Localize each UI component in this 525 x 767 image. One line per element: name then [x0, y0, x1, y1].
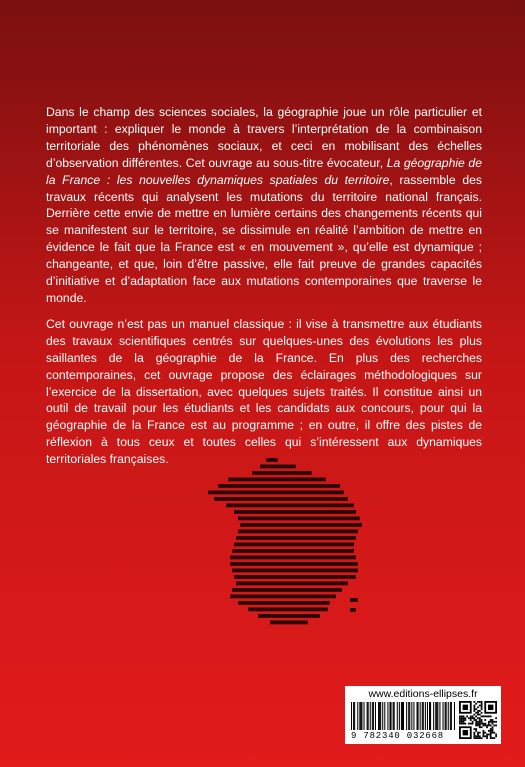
qr-module: [479, 721, 481, 723]
qr-module: [488, 723, 490, 725]
barcode-bar: [437, 702, 438, 730]
barcode-bar: [418, 702, 419, 730]
barcode-bar: [361, 702, 362, 730]
qr-module: [486, 734, 488, 736]
qr-finder: [488, 705, 493, 710]
map-stripe: [214, 497, 348, 501]
qr-module: [477, 725, 479, 727]
qr-module: [463, 715, 465, 717]
qr-module: [473, 732, 475, 734]
barcode-bar: [435, 702, 436, 730]
qr-module: [481, 737, 483, 739]
qr-module: [475, 737, 477, 739]
barcode-bar: [353, 702, 354, 730]
qr-module: [473, 735, 475, 737]
qr-module: [484, 732, 486, 734]
barcode-icon: [351, 702, 455, 730]
map-stripe: [230, 595, 336, 599]
map-stripe: [258, 614, 320, 618]
barcode-bar: [360, 702, 361, 730]
qr-module: [481, 712, 483, 714]
qr-module: [464, 717, 466, 719]
barcode-bar: [373, 702, 374, 730]
qr-module: [475, 730, 477, 732]
qr-module: [490, 719, 492, 721]
qr-module: [479, 714, 481, 716]
barcode-bar: [379, 702, 380, 730]
qr-module: [459, 723, 461, 725]
qr-module: [472, 717, 474, 719]
qr-module: [475, 715, 477, 717]
qr-module: [483, 715, 485, 717]
barcode-bar: [378, 702, 379, 730]
qr-module: [493, 725, 495, 727]
paragraph-intro: [46, 104, 482, 307]
paragraph-intro-lead: Dans le champ des sciences sociales, la géographie joue un rôle particulier et important : expliquer le monde à travers l’interprétation de la combinaison territoriale des phénomènes sociaux, et ceci en mobilisant des échelles d’observation différentes. Cet ouvrage au sous-titre évocateur,: [46, 105, 482, 170]
qr-module: [493, 721, 495, 723]
barcode-bar: [445, 702, 446, 730]
qr-module: [461, 717, 463, 719]
barcode-bar: [422, 702, 423, 730]
qr-module: [477, 701, 479, 703]
barcode-bar: [384, 702, 385, 730]
qr-code-icon: [459, 701, 497, 739]
map-stripe: [226, 504, 354, 508]
qr-module: [483, 725, 485, 727]
barcode-bar: [382, 702, 383, 730]
qr-module: [477, 710, 479, 712]
qr-module: [481, 706, 483, 708]
barcode-bar: [427, 702, 428, 730]
qr-module: [473, 706, 475, 708]
qr-module: [492, 719, 494, 721]
qr-module: [475, 723, 477, 725]
qr-module: [486, 715, 488, 717]
barcode-bar: [367, 702, 368, 730]
qr-module: [484, 719, 486, 721]
qr-module: [490, 728, 492, 730]
qr-module: [484, 715, 486, 717]
barcode-bar: [406, 702, 407, 730]
barcode-bar: [375, 702, 376, 730]
qr-module: [464, 723, 466, 725]
barcode-bar: [420, 702, 421, 730]
map-stripe: [208, 491, 344, 495]
qr-module: [472, 723, 474, 725]
qr-module: [483, 730, 485, 732]
qr-module: [473, 717, 475, 719]
barcode-bar: [372, 702, 373, 730]
qr-module: [481, 719, 483, 721]
barcode-bar: [359, 702, 360, 730]
qr-module: [484, 723, 486, 725]
qr-module: [486, 735, 488, 737]
barcode-bar: [399, 702, 400, 730]
barcode-bar: [417, 702, 418, 730]
qr-module: [495, 721, 497, 723]
qr-module: [486, 726, 488, 728]
qr-module: [473, 710, 475, 712]
barcode-bar: [394, 702, 395, 730]
qr-module: [481, 726, 483, 728]
barcode-bar: [391, 702, 392, 730]
qr-module: [475, 719, 477, 721]
map-stripe: [232, 569, 358, 573]
qr-module: [475, 735, 477, 737]
map-stripe: [234, 543, 354, 547]
map-stripe: [234, 575, 356, 579]
qr-module: [483, 735, 485, 737]
qr-module: [473, 719, 475, 721]
barcode-bar: [403, 702, 404, 730]
qr-module: [461, 721, 463, 723]
barcode-bar: [430, 702, 431, 730]
qr-module: [477, 712, 479, 714]
qr-module: [490, 730, 492, 732]
barcode-bar: [411, 702, 412, 730]
qr-module: [492, 730, 494, 732]
qr-module: [470, 717, 472, 719]
map-stripe: [238, 517, 360, 521]
qr-module: [473, 701, 475, 703]
qr-module: [461, 715, 463, 717]
barcode-bar: [408, 702, 409, 730]
qr-module: [468, 717, 470, 719]
qr-module: [479, 705, 481, 707]
qr-module: [490, 721, 492, 723]
qr-module: [470, 715, 472, 717]
qr-module: [459, 719, 461, 721]
map-stripe: [232, 549, 354, 553]
france-striped-map-icon: [208, 458, 368, 633]
qr-module: [466, 715, 468, 717]
map-stripe: [228, 478, 326, 482]
qr-module: [490, 737, 492, 739]
qr-finder: [463, 705, 468, 710]
qr-module: [473, 705, 475, 707]
barcode-bar: [454, 702, 455, 730]
qr-module: [490, 725, 492, 727]
back-cover-text: [46, 104, 482, 477]
barcode-bar: [354, 702, 355, 730]
qr-module: [481, 705, 483, 707]
qr-module: [479, 725, 481, 727]
barcode-bar: [357, 702, 358, 730]
qr-module: [479, 717, 481, 719]
barcode-bar: [448, 702, 449, 730]
map-stripe: [236, 582, 348, 586]
barcode-bar: [389, 702, 390, 730]
barcode-bar: [397, 702, 398, 730]
barcode-bar: [380, 702, 381, 730]
qr-module: [495, 717, 497, 719]
qr-module: [492, 737, 494, 739]
qr-module: [492, 732, 494, 734]
qr-module: [479, 726, 481, 728]
map-stripe: [266, 458, 278, 462]
qr-module: [486, 725, 488, 727]
qr-module: [477, 714, 479, 716]
qr-module: [468, 723, 470, 725]
qr-module: [472, 721, 474, 723]
qr-module: [481, 701, 483, 703]
qr-module: [483, 723, 485, 725]
barcode-bar: [429, 702, 430, 730]
book-subtitle-reference: La géographie de la France : les nouvelles dynamiques spatiales du territoire: [46, 155, 482, 187]
barcode-bar: [433, 702, 434, 730]
qr-module: [479, 719, 481, 721]
barcode-bar: [387, 702, 388, 730]
qr-module: [495, 735, 497, 737]
qr-module: [488, 734, 490, 736]
qr-module: [463, 721, 465, 723]
qr-module: [473, 728, 475, 730]
map-stripe: [240, 523, 362, 527]
barcode-bar: [370, 702, 371, 730]
barcode-bar: [402, 702, 403, 730]
qr-module: [492, 721, 494, 723]
map-stripe: [270, 621, 308, 625]
barcode-bar: [439, 702, 440, 730]
qr-module: [490, 735, 492, 737]
qr-module: [488, 721, 490, 723]
qr-module: [475, 728, 477, 730]
qr-module: [492, 723, 494, 725]
qr-module: [481, 721, 483, 723]
qr-module: [484, 725, 486, 727]
qr-module: [493, 737, 495, 739]
barcode-bar: [436, 702, 437, 730]
qr-module: [483, 734, 485, 736]
qr-module: [463, 723, 465, 725]
map-stripe: [234, 510, 356, 514]
map-stripe: [248, 608, 328, 612]
qr-module: [477, 723, 479, 725]
qr-module: [473, 708, 475, 710]
map-stripe: [260, 465, 296, 469]
paragraph-purpose: Cet ouvrage n’est pas un manuel classique : il vise à transmettre aux étudiants des travaux scientifiques centrés sur quelques-unes des évolutions les plus saillantes de la géographie de la France. En plus des recherches contemporaines, cet ouvrage propose des éclairages méthodologiques sur l’exercice de la dissertation, avec quelques sujets traités. Il constitue ainsi un outil de travail pour les étudiants et les candidats aux concours, pour qui la géographie de la France est au programme ; en outre, il offre des pistes de réflexion à tous ceux et toutes celles qui s’intéressent aux dynamiques territoriales françaises.: [46, 316, 482, 467]
barcode-bar: [423, 702, 424, 730]
qr-module: [477, 737, 479, 739]
qr-module: [475, 725, 477, 727]
barcode-bar: [363, 702, 364, 730]
qr-module: [459, 721, 461, 723]
qr-module: [459, 717, 461, 719]
barcode-bar: [446, 702, 447, 730]
qr-module: [473, 737, 475, 739]
barcode-bar: [450, 702, 451, 730]
qr-module: [477, 717, 479, 719]
barcode-bar: [351, 702, 352, 730]
qr-module: [479, 737, 481, 739]
barcode-bar: [413, 702, 414, 730]
qr-module: [475, 708, 477, 710]
map-stripe: [218, 484, 340, 488]
qr-module: [477, 706, 479, 708]
qr-module: [484, 735, 486, 737]
qr-module: [481, 715, 483, 717]
qr-module: [490, 734, 492, 736]
barcode-bar: [443, 702, 444, 730]
publisher-url: www.editions-ellipses.fr: [368, 688, 478, 700]
qr-module: [495, 734, 497, 736]
qr-module: [486, 737, 488, 739]
barcode-bar: [451, 702, 452, 730]
qr-module: [481, 703, 483, 705]
qr-module: [463, 719, 465, 721]
qr-module: [477, 732, 479, 734]
map-stripe: [236, 536, 356, 540]
qr-module: [477, 735, 479, 737]
barcode-bar: [401, 702, 402, 730]
corsica-stripe: [350, 608, 356, 612]
qr-module: [479, 723, 481, 725]
isbn-number: 9 782340 032668: [351, 731, 445, 741]
map-stripe: [232, 588, 342, 592]
qr-module: [477, 734, 479, 736]
qr-module: [461, 719, 463, 721]
qr-module: [493, 732, 495, 734]
qr-module: [461, 723, 463, 725]
barcode-bar: [393, 702, 394, 730]
qr-module: [475, 721, 477, 723]
map-stripe: [238, 601, 330, 605]
qr-module: [488, 725, 490, 727]
qr-module: [472, 715, 474, 717]
qr-module: [481, 723, 483, 725]
qr-module: [488, 730, 490, 732]
map-stripe: [230, 556, 356, 560]
barcode-bar: [368, 702, 369, 730]
map-stripe: [238, 530, 358, 534]
qr-module: [473, 714, 475, 716]
qr-module: [479, 701, 481, 703]
qr-module: [473, 734, 475, 736]
qr-module: [479, 710, 481, 712]
qr-module: [475, 712, 477, 714]
qr-module: [470, 723, 472, 725]
map-stripe: [230, 562, 358, 566]
corsica-stripe: [350, 598, 358, 602]
qr-module: [477, 721, 479, 723]
qr-module: [495, 725, 497, 727]
qr-module: [481, 708, 483, 710]
map-stripe: [252, 471, 312, 475]
qr-module: [463, 717, 465, 719]
barcode-bar: [409, 702, 410, 730]
barcode-bar: [425, 702, 426, 730]
paragraph-intro-tail: , rassemble des travaux récents qui analysent les mutations du territoire national français. Derrière cette envie de mettre en lumière certains des changements récents qui se manifestent sur le territoire, se dissimule en réalité l’ambition de mettre en évidence le fait que la France est « en mouvement », qu’elle est dynamique ; changeante, et que, loin d’être passive, elle fait preuve de grandes capacités d’initiative et d’adaptation face aux mutations contemporaines que traverse le monde.: [46, 172, 482, 305]
qr-module: [479, 732, 481, 734]
qr-module: [488, 715, 490, 717]
qr-module: [479, 735, 481, 737]
qr-module: [459, 715, 461, 717]
qr-module: [490, 715, 492, 717]
qr-module: [475, 703, 477, 705]
qr-module: [490, 732, 492, 734]
qr-module: [483, 732, 485, 734]
qr-module: [492, 728, 494, 730]
qr-module: [492, 726, 494, 728]
isbn-label: [345, 686, 501, 744]
qr-finder: [463, 730, 468, 735]
qr-module: [464, 719, 466, 721]
qr-module: [470, 719, 472, 721]
